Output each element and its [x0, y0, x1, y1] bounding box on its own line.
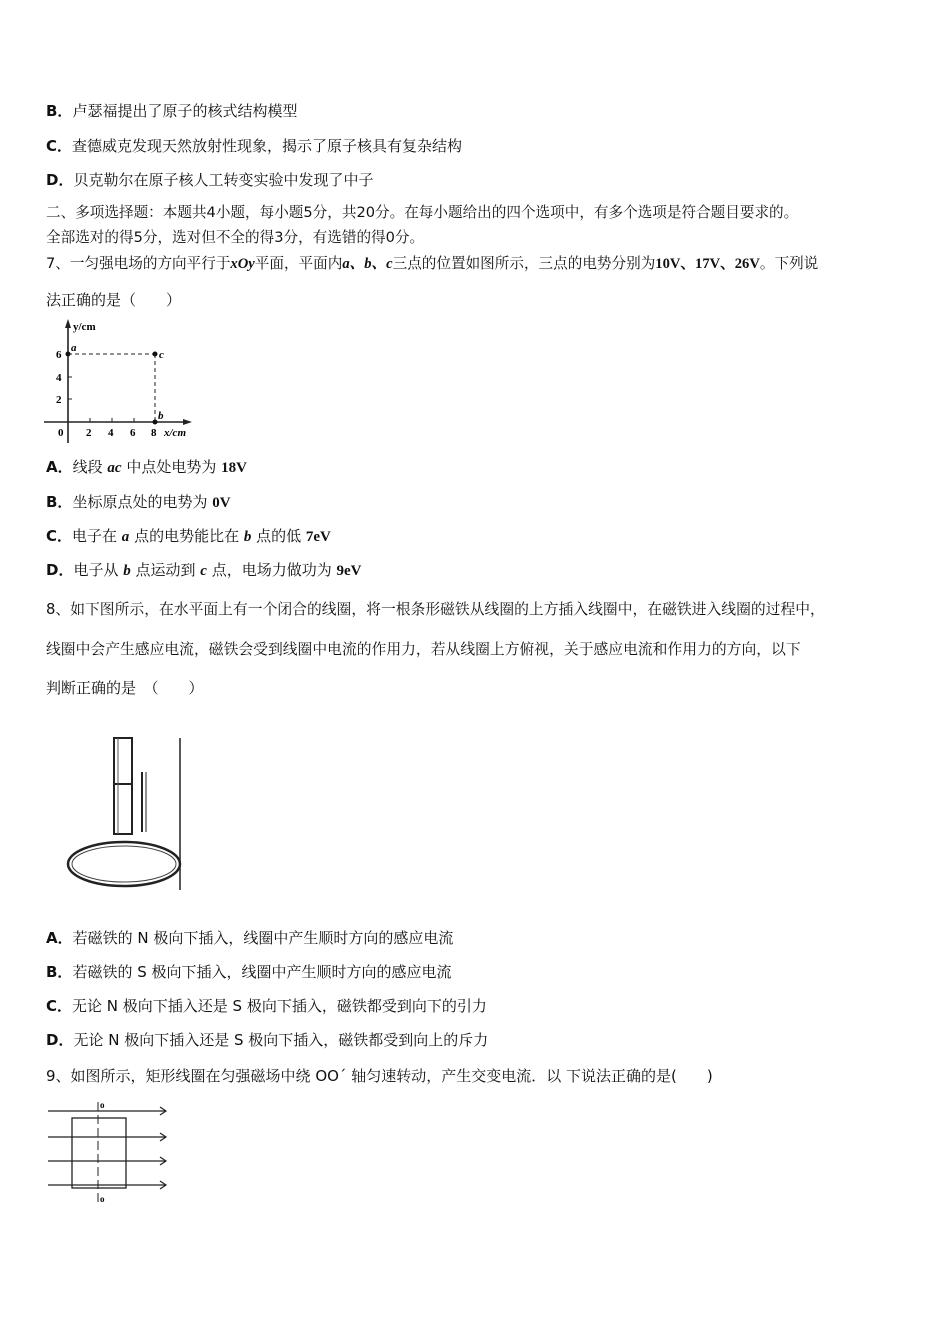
q8-option-c: [46, 996, 487, 1016]
var: b: [123, 563, 131, 579]
option-label: C．: [46, 997, 73, 1015]
option-label: D．: [46, 171, 74, 189]
x-tick: 6: [130, 427, 136, 439]
plane-var: xOy: [230, 256, 255, 272]
point-a-label: a: [71, 342, 77, 354]
y-axis-label: y/cm: [73, 321, 96, 333]
var: c: [200, 563, 207, 579]
option-text: 若磁铁的 S 极向下插入，线圈中产生顺时方向的感应电流: [72, 963, 452, 981]
section2-header-line2: 全部选对的得5分，选对但不全的得3分，有选错的得0分。: [46, 229, 425, 246]
text: 7、一匀强电场的方向平行于: [46, 255, 231, 272]
text: 线段: [72, 458, 108, 476]
option-label: C．: [46, 527, 73, 545]
q6-option-b: [46, 101, 297, 121]
x-tick: 8: [151, 427, 157, 439]
q7-coordinate-figure: [40, 315, 200, 445]
option-label: D．: [46, 561, 74, 579]
q6-option-d: [46, 170, 373, 190]
option-text: 无论 N 极向下插入还是 S 极向下插入，磁铁都受到向下的引力: [72, 997, 487, 1015]
text: 三点的位置如图所示，三点的电势分别为: [392, 255, 656, 272]
q8-stem-line1: 8、如下图所示，在水平面上有一个闭合的线圈，将一根条形磁铁从线圈的上方插入线圈中，在磁铁进入线圈的过程中，: [46, 601, 825, 618]
text: 点的低: [251, 527, 306, 545]
axis-label-top: o: [100, 1100, 105, 1110]
q7-stem-line1: [46, 254, 818, 274]
q7-option-c: [46, 526, 331, 547]
coil: [68, 842, 180, 886]
x-tick: 0: [58, 427, 64, 439]
points-var: a、b、c: [342, 256, 393, 272]
value: 18V: [221, 460, 247, 476]
q7-option-a: [46, 457, 247, 478]
y-tick: 6: [56, 349, 62, 361]
option-text: 无论 N 极向下插入还是 S 极向下插入，磁铁都受到向上的斥力: [73, 1031, 489, 1049]
text: 电子在: [72, 527, 122, 545]
x-tick: 4: [108, 427, 114, 439]
text: 点，电场力做功为: [206, 561, 337, 579]
var: b: [243, 529, 252, 545]
magnet-coil-figure: [62, 732, 192, 894]
option-label: A．: [46, 929, 73, 947]
x-axis-label: x/cm: [164, 427, 186, 439]
value: 7eV: [305, 529, 331, 545]
text: 点的电势能比在: [129, 527, 244, 545]
q6-option-c: [46, 136, 462, 156]
option-label: A．: [46, 458, 73, 476]
option-text: 若磁铁的 N 极向下插入，线圈中产生顺时方向的感应电流: [72, 929, 454, 947]
axis-label-bottom: o: [100, 1194, 105, 1204]
var: ac: [107, 460, 122, 476]
q8-stem-line3: 判断正确的是 （ ）: [46, 679, 204, 697]
q9-stem: 9、如图所示，矩形线圈在匀强磁场中绕 OO´ 轴匀速转动，产生交变电流．以 下说法正确的是( ): [46, 1067, 713, 1085]
section2-header-line1: 二、多项选择题：本题共4小题，每小题5分，共20分。在每小题给出的四个选项中，有多个选项是符合题目要求的。: [46, 204, 799, 221]
y-tick: 2: [56, 394, 62, 406]
bar-magnet: [114, 738, 132, 834]
var: a: [121, 529, 130, 545]
point-b-label: b: [158, 410, 164, 422]
option-label: B．: [46, 963, 73, 981]
value: 0V: [212, 495, 231, 511]
option-label: B．: [46, 102, 73, 120]
option-label: B．: [46, 493, 73, 511]
y-tick: 4: [56, 372, 62, 384]
text: 电子从: [73, 561, 124, 579]
q7-stem-line2: 法正确的是（ ）: [46, 291, 182, 309]
text: 点运动到: [130, 561, 201, 579]
text: 坐标原点处的电势为: [72, 493, 213, 511]
option-label: D．: [46, 1031, 74, 1049]
text: 。下列说: [759, 255, 819, 272]
point-c-label: c: [159, 349, 164, 361]
x-tick: 2: [86, 427, 92, 439]
q7-option-d: [46, 560, 362, 581]
q8-stem-line2: 线圈中会产生感应电流，磁铁会受到线圈中电流的作用力，若从线圈上方俯视，关于感应电流和作用力的方向，以下: [46, 641, 801, 658]
text: 中点处电势为: [121, 458, 222, 476]
value: 9eV: [336, 563, 362, 579]
q7-option-b: [46, 492, 231, 513]
option-text: 卢瑟福提出了原子的核式结构模型: [72, 102, 298, 120]
q8-option-d: [46, 1030, 488, 1050]
text: 平面，平面内: [254, 255, 343, 272]
option-label: C．: [46, 137, 73, 155]
q8-option-a: [46, 928, 453, 948]
q8-option-b: [46, 962, 452, 982]
option-text: 查德威克发现天然放射性现象，揭示了原子核具有复杂结构: [72, 137, 463, 155]
rectangular-coil: [72, 1118, 126, 1188]
option-text: 贝克勒尔在原子核人工转变实验中发现了中子: [73, 171, 374, 189]
rotating-coil-figure: [44, 1098, 174, 1208]
values: 10V、17V、26V: [655, 256, 760, 272]
